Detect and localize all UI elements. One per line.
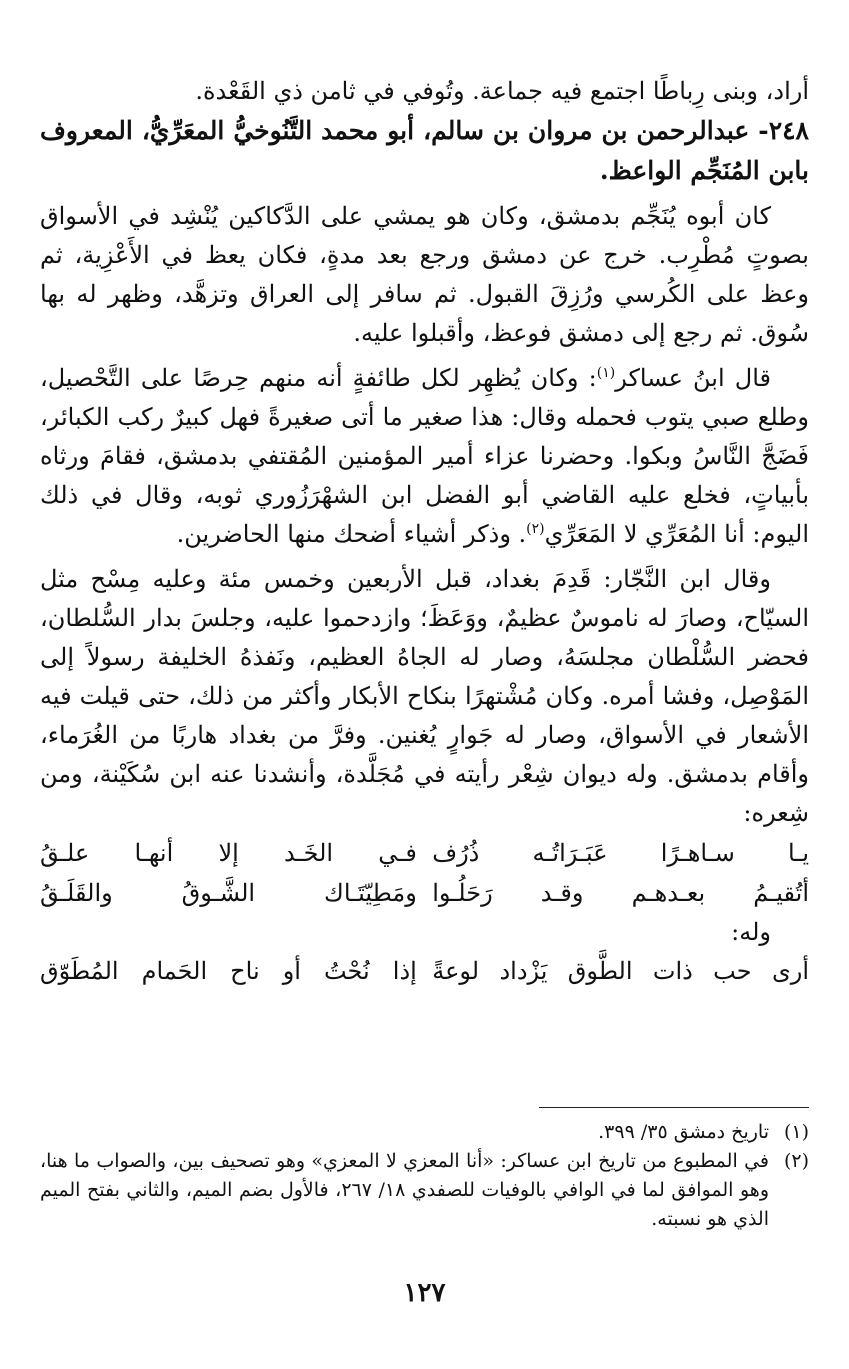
main-text	[40, 72, 809, 991]
paragraph-3: وقال ابن النَّجّار: قَدِمَ بغداد، قبل الأربعين وخمس مئة وعليه مِسْح مثل السيّاح، وصارَ له ناموسٌ عظيمٌ، ووَعَظَ؛ وازدحموا عليه، وجلسَ بدار السُّلطان، فحضر السُّلْطان مجلسَهُ، وصار له الجاهُ العظيم، ونَفذهُ الخليفة رسولاً إلى المَوْصِل، وفشا أمره. وكان مُشْتهرًا بنكاح الأبكار وأكثر من ذلك، حتى قيلت فيه الأشعار في الأسواق، وصار له جَوارٍ يُغنين. وفرَّ من بغداد هاربًا من الغُرَماء، وأقام بدمشق. وله ديوان شِعْر رأيته في مُجَلَّدة، وأنشدنا عنه ابن سُكَيْنة، ومن شِعره:	[40, 565, 809, 827]
verse-3-first-hemistich: أرى حب ذات الطَّوق يَزْداد لوعةً	[432, 957, 809, 985]
verse-3-second-hemistich: إذا نُحْتُ أو ناح الحَمام المُطَوّق	[40, 957, 417, 985]
footnote-ref-2: (٢)	[526, 521, 545, 537]
verse-2	[40, 873, 809, 913]
paragraph-2	[40, 359, 809, 554]
paragraph-1: كان أبوه يُنَجِّم بدمشق، وكان هو يمشي على الدَّكاكين يُنْشِد في الأسواق بصوتٍ مُطْرِب. خرج عن دمشق ورجع بعد مدةٍ، فكان يعظ في الأَعْزِية، ثم وعظ على الكُرسي ورُزِقَ القبول. ثم سافر إلى العراق وتزهَّد، وظهر له بها سُوق. ثم رجع إلى دمشق فوعظ، وأقبلوا عليه.	[40, 202, 809, 347]
footnote-1-number: (١)	[783, 1121, 809, 1143]
footnote-2-number: (٢)	[783, 1150, 809, 1172]
verse-2-first-hemistich: أتُقيـمُ بعـدهـم وقـد رَحَلُـوا	[432, 879, 809, 907]
footnote-2	[40, 1147, 809, 1234]
entry-heading	[40, 111, 809, 191]
paragraph-2-part-b: : وكان يُظهِر لكل طائفةٍ أنه منهم حِرصًا على التَّحْصيل، وطلع صبي يتوب فحمله وقال: هذا صغير ما أتى صغيرةً فهل كبيرٌ ركب الكبائر، فَضَجَّ النَّاسُ وبكوا. وحضرنا عزاء أمير المؤمنين المُقتفي بدمشق، فقامَ ورثاه بأبياتٍ، فخلع عليه القاضي أبو الفضل ابن الشهْرَزُوري ثوبه، وقال في ذلك اليوم: أنا المُعَرِّي لا المَعَرِّي	[40, 364, 809, 548]
footnote-1-text: تاريخ دمشق ٣٥/ ٣٩٩.	[598, 1121, 769, 1143]
verse-1-first-hemistich: يـا سـاهـرًا عَبَـرَاتُـه ذُرُف	[432, 839, 809, 867]
continuation-line: أراد، وبنى رِباطًا اجتمع فيه جماعة. وتُوفي في ثامن ذي القَعْدة.	[195, 77, 809, 105]
verse-1-second-hemistich: فـي الخَـد إلا أنهـا علـقُ	[40, 839, 417, 867]
footnote-2-text: في المطبوع من تاريخ ابن عساكر: «أنا المعزي لا المعزي» وهو تصحيف بين، والصواب ما هنا، وهو الموافق لما في الوافي بالوفيات للصفدي ١٨/ ٢٦٧، فالأول بضم الميم، والثاني بفتح الميم الذي هو نسبته.	[40, 1150, 769, 1230]
entry-title: عبدالرحمن بن مروان بن سالم، أبو محمد التَّنُوخيُّ المعَرِّيُّ، المعروف بابن المُنَجِّم الواعظ.	[40, 116, 809, 185]
entry-number: ٢٤٨-	[758, 116, 809, 145]
footnotes	[40, 1118, 809, 1234]
verse-2-second-hemistich: ومَطِيّتَـاك الشَّـوقُ والقَلَـقُ	[40, 879, 417, 907]
paragraph-2-part-c: . وذكر أشياء أضحك منها الحاضرين.	[176, 520, 527, 548]
verse-1	[40, 833, 809, 873]
paragraph-2-part-a: قال ابنُ عساكر	[615, 364, 771, 392]
footnote-ref-1: (١)	[596, 365, 616, 381]
footnote-1	[40, 1118, 809, 1147]
verse-label: وله:	[731, 918, 771, 946]
verse-3	[40, 951, 809, 991]
footnote-separator	[539, 1107, 809, 1108]
page-number: ١٢٧	[403, 1278, 446, 1308]
